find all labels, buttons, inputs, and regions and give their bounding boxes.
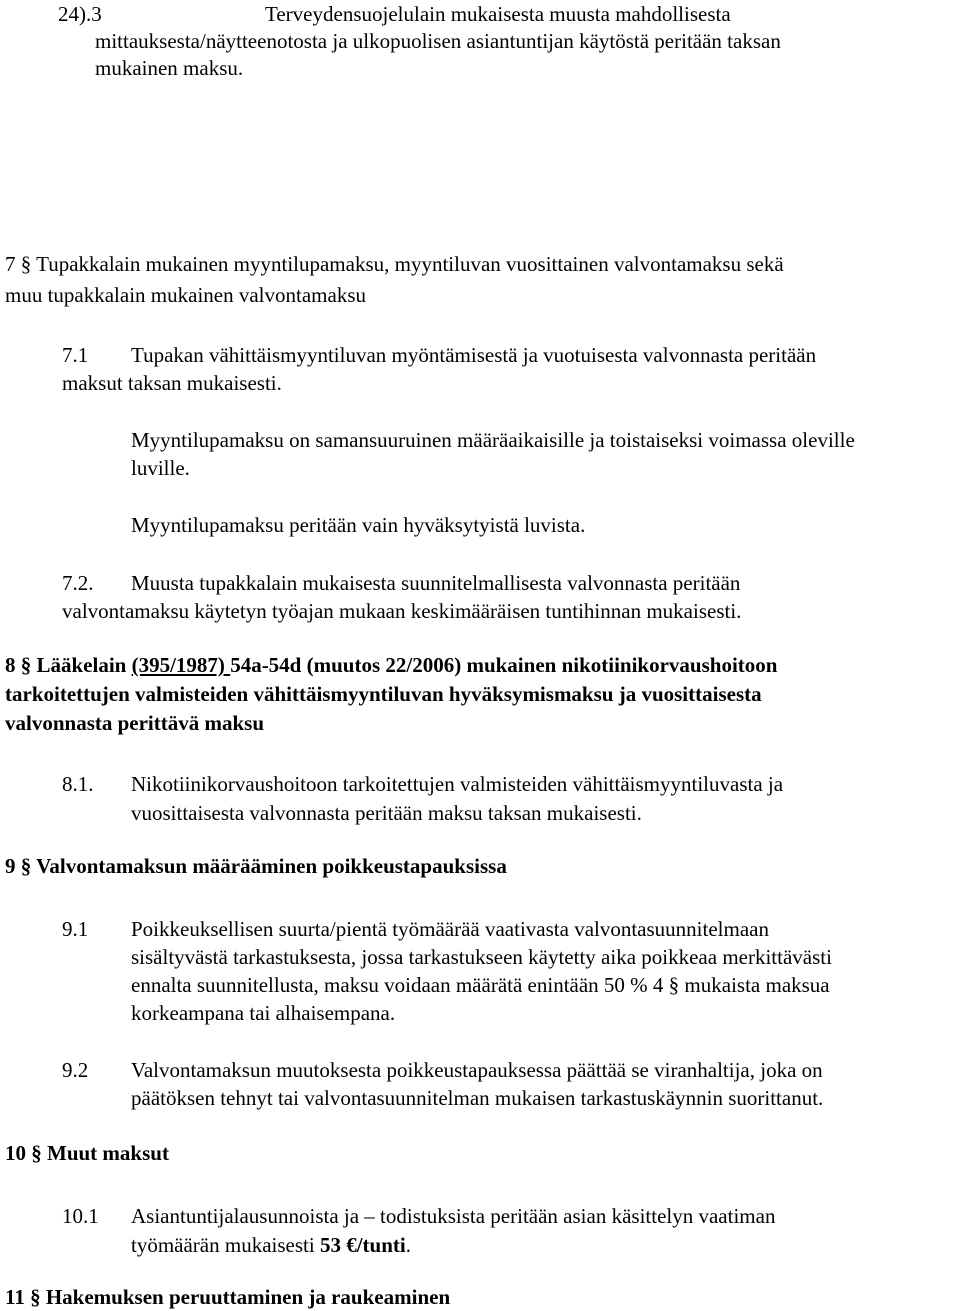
section-7-2-line-2: valvontamaksu käytetyn työajan mukaan keskimääräisen tuntihinnan mukaisesti. [62, 599, 742, 623]
heading-7-line-1: 7 § Tupakkalain mukainen myyntilupamaksu, myyntiluvan vuosittainen valvontamaksu sekä [5, 252, 784, 276]
heading-8-line-3: valvonnasta perittävä maksu [5, 711, 265, 735]
law-reference-link[interactable]: (395/1987) [131, 653, 231, 677]
section-9-1-line-4: korkeampana tai alhaisempana. [131, 1001, 396, 1025]
section-24-3-line-2: mittauksesta/näytteenotosta ja ulkopuolisen asiantuntijan käytöstä peritään taksan [95, 29, 781, 53]
section-7-1-line-2: maksut taksan mukaisesti. [62, 371, 282, 395]
section-number-9-1: 9.1 [62, 917, 89, 941]
section-24-3-line-3: mukainen maksu. [95, 56, 244, 80]
section-8-1-line-2: vuosittaisesta valvonnasta peritään maksu taksan mukaisesti. [131, 801, 642, 825]
heading-7-line-2: muu tupakkalain mukainen valvontamaksu [5, 283, 366, 307]
section-9-1-line-3: ennalta suunnitellusta, maksu voidaan määrätä enintään 50 % 4 § mukaista maksua [131, 973, 830, 997]
section-7-1-paragraph-2-line-1: Myyntilupamaksu on samansuuruinen määräaikaisille ja toistaiseksi voimassa oleville [131, 428, 855, 452]
heading-9: 9 § Valvontamaksun määrääminen poikkeustapauksissa [5, 854, 507, 878]
section-10-1-line-2-end: . [405, 1233, 411, 1257]
section-9-1-line-2: sisältyvästä tarkastuksesta, jossa tarkastukseen käytetty aika poikkeaa merkittävästi [131, 945, 832, 969]
section-24-3-line-1: Terveydensuojelulain mukaisesta muusta mahdollisesta [265, 2, 731, 26]
section-10-1-line-2 [131, 1231, 411, 1259]
section-number-8-1: 8.1. [62, 772, 94, 796]
section-number-9-2: 9.2 [62, 1058, 89, 1082]
heading-8-line-2: tarkoitettujen valmisteiden vähittäismyyntiluvan hyväksymismaksu ja vuosittaisesta [5, 682, 762, 706]
section-7-1-paragraph-3: Myyntilupamaksu peritään vain hyväksytyistä luvista. [131, 513, 586, 537]
section-number-7-2: 7.2. [62, 571, 94, 595]
section-number-10-1: 10.1 [62, 1204, 99, 1228]
section-10-1-line-2-text: työmäärän mukaisesti [131, 1233, 320, 1257]
section-number-7-1: 7.1 [62, 343, 89, 367]
section-7-1-paragraph-2-line-2: luville. [131, 456, 190, 480]
hourly-rate: 53 €/tunti [319, 1233, 406, 1257]
heading-8-line-1 [5, 651, 777, 679]
heading-8-suffix: 54a-54d (muutos 22/2006) mukainen nikotiinikorvaushoitoon [230, 653, 778, 677]
section-9-2-line-2: päätöksen tehnyt tai valvontasuunnitelman mukaisen tarkastuskäynnin suorittanut. [131, 1086, 824, 1110]
heading-10: 10 § Muut maksut [5, 1141, 169, 1165]
section-number-24-3: 24).3 [58, 2, 102, 26]
section-7-2-line-1: Muusta tupakkalain mukaisesta suunnitelmallisesta valvonnasta peritään [131, 571, 741, 595]
section-9-1-line-1: Poikkeuksellisen suurta/pientä työmäärää vaativasta valvontasuunnitelmaan [131, 917, 769, 941]
section-8-1-line-1: Nikotiinikorvaushoitoon tarkoitettujen valmisteiden vähittäismyyntiluvasta ja [131, 772, 784, 796]
section-9-2-line-1: Valvontamaksun muutoksesta poikkeustapauksessa päättää se viranhaltija, joka on [131, 1058, 823, 1082]
heading-8-prefix: 8 § Lääkelain [5, 653, 132, 677]
section-10-1-line-1: Asiantuntijalausunnoista ja – todistuksista peritään asian käsittelyn vaatiman [131, 1204, 776, 1228]
heading-11: 11 § Hakemuksen peruuttaminen ja raukeaminen [5, 1285, 451, 1309]
section-7-1-line-1: Tupakan vähittäismyyntiluvan myöntämisestä ja vuotuisesta valvonnasta peritään [131, 343, 817, 367]
